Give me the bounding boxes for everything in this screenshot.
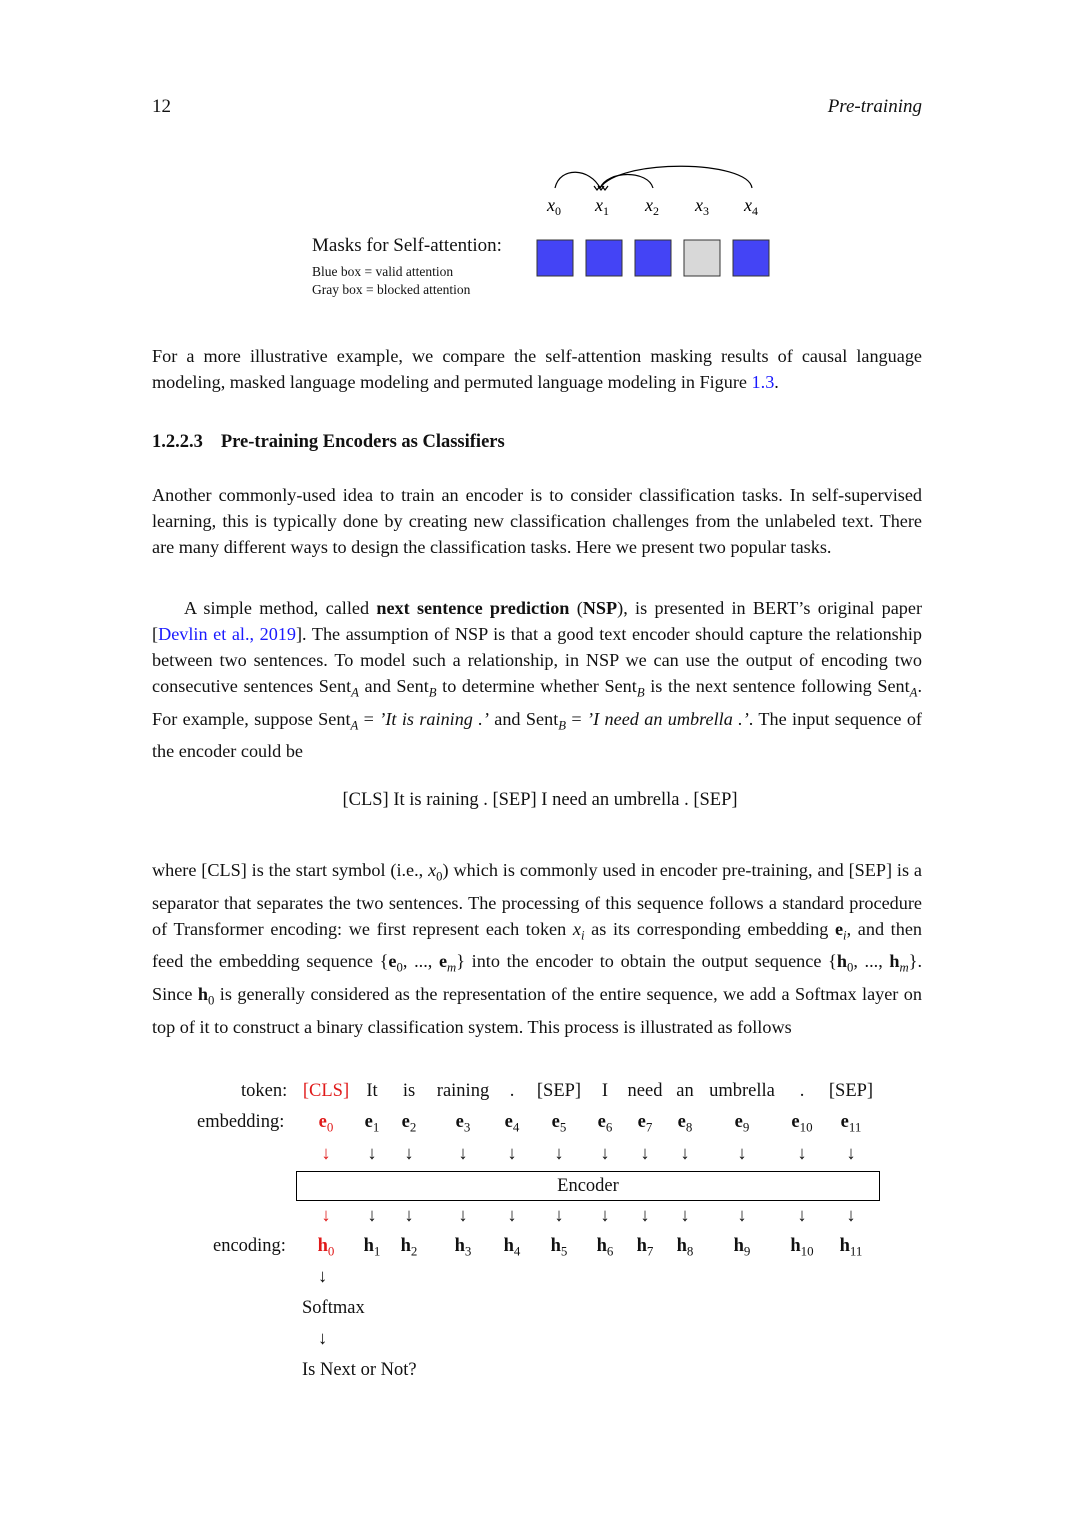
arrow-embed-6: ↓ — [600, 1144, 610, 1164]
token-3: raining — [436, 1081, 490, 1101]
token-9: umbrella — [709, 1081, 775, 1101]
arrow-enc-1: ↓ — [367, 1206, 377, 1226]
encoding-h6: $h_6$ — [596, 1236, 614, 1259]
mask-figure-title: Masks for Self-attention: — [312, 235, 502, 256]
figure-ref-link[interactable]: 1.3 — [751, 372, 775, 392]
arrow-to-output: ↓ — [318, 1329, 328, 1349]
arrow-embed-0: ↓ — [321, 1144, 331, 1164]
encoding-h11: $h_{11}$ — [839, 1236, 863, 1259]
paragraph-processing: where [CLS] is the start symbol (i.e., $x_0$) which is commonly used in encoder pre-training, and [SEP] is a separator that separates the two sentences. The processing of this sequence follows a standard procedure of Transformer encoding: we first represent each token $x_i$ as its corresponding embedding $e_i$, and then feed the embedding sequence {$e_0$, ..., $e_m$} into the encoder to obtain the output sequence {$h_0$, ..., $h_m$}. Since $h_0$ is generally considered as the representation of the entire sequence, we add a Softmax layer on top of it to construct a binary classification system. This process is illustrated as follows — [152, 860, 923, 1037]
embedding-e7: $e_7$ — [637, 1112, 653, 1135]
arrow-embed-7: ↓ — [640, 1144, 650, 1164]
mask-box-2-valid — [635, 240, 671, 276]
token-2: is — [402, 1081, 416, 1101]
token-11: [SEP] — [828, 1081, 874, 1101]
embedding-e0: $e_0$ — [318, 1112, 334, 1135]
token-10: . — [799, 1081, 805, 1101]
mask-box-0-valid — [537, 240, 573, 276]
encoding-h5: $h_5$ — [550, 1236, 568, 1259]
arrow-enc-9: ↓ — [737, 1206, 747, 1226]
encoding-h7: $h_7$ — [636, 1236, 654, 1259]
paragraph-nsp: A simple method, called next sentence prediction (NSP), is presented in BERT’s original paper [Devlin et al., 2019]. The assumption of NSP is that a good text encoder should capture the relationship between two sentences. To model such a relationship, in NSP we can use the output of encoding two consecutive sentences Sent$_A$ and Sent$_B$ to determine whether Sent$_B$ is the next sentence following Sent$_A$. For example, suppose Sent$_A$ = ’It is raining .’ and Sent$_B$ = ’I need an umbrella .’. The input sequence of the encoder could be — [152, 598, 922, 762]
mask-box-4-valid — [733, 240, 769, 276]
encoding-row-label: encoding: — [213, 1236, 286, 1256]
token-row-label: token: — [241, 1081, 288, 1101]
mask-figure — [0, 0, 1080, 320]
section-heading — [152, 432, 505, 453]
mask-token-x2: $x_2$ — [645, 195, 659, 218]
encoding-h8: $h_8$ — [676, 1236, 694, 1259]
mask-boxes — [537, 240, 769, 276]
token-4: . — [509, 1081, 515, 1101]
output-label: Is Next or Not? — [302, 1360, 417, 1380]
section-number: 1.2.2.3 — [152, 432, 203, 452]
page-number: 12 — [152, 96, 171, 117]
arrow-enc-0: ↓ — [321, 1206, 331, 1226]
embedding-e3: $e_3$ — [455, 1112, 471, 1135]
embedding-e5: $e_5$ — [551, 1112, 567, 1135]
arrow-enc-3: ↓ — [458, 1206, 468, 1226]
nsp-term: next sentence prediction — [376, 598, 570, 618]
mask-token-x1: $x_1$ — [595, 195, 609, 218]
arrow-enc-8: ↓ — [680, 1206, 690, 1226]
embedding-e10: $e_{10}$ — [791, 1112, 813, 1135]
embedding-e9: $e_9$ — [734, 1112, 750, 1135]
paragraph-classification: Another commonly-used idea to train an encoder is to consider classification tasks. In self-supervised learning, this is typically done by creating new classification challenges from the unlabeled text. There are many different ways to design the classification tasks. Here we present two popular tasks. — [152, 485, 922, 557]
mask-token-x0: $x_0$ — [547, 195, 561, 218]
arrow-embed-5: ↓ — [554, 1144, 564, 1164]
encoding-h9: $h_9$ — [733, 1236, 751, 1259]
token-6: I — [601, 1081, 609, 1101]
token-8: an — [676, 1081, 694, 1101]
arrow-enc-5: ↓ — [554, 1206, 564, 1226]
encoding-h0: $h_0$ — [317, 1236, 335, 1259]
section-title: Pre-training Encoders as Classifiers — [220, 432, 505, 452]
arrow-enc-11: ↓ — [846, 1206, 856, 1226]
embedding-e8: $e_8$ — [677, 1112, 693, 1135]
arrow-embed-2: ↓ — [404, 1144, 414, 1164]
legend-gray: Gray box = blocked attention — [312, 282, 471, 297]
softmax-label: Softmax — [302, 1298, 365, 1318]
embedding-row-label: embedding: — [197, 1112, 285, 1132]
arrow-embed-3: ↓ — [458, 1144, 468, 1164]
nsp-abbr: NSP — [582, 598, 618, 618]
encoding-h1: $h_1$ — [363, 1236, 381, 1259]
paragraph-figure-reference: For a more illustrative example, we compare the self-attention masking results of causal language modeling, masked language modeling and permuted language modeling in Figure 1.3. — [152, 346, 922, 392]
token-7: need — [627, 1081, 663, 1101]
arrow-embed-4: ↓ — [507, 1144, 517, 1164]
embedding-e2: $e_2$ — [401, 1112, 417, 1135]
embedding-e4: $e_4$ — [504, 1112, 520, 1135]
arc-x0-x1 — [555, 172, 600, 188]
embedding-e6: $e_6$ — [597, 1112, 613, 1135]
mask-box-1-valid — [586, 240, 622, 276]
arrow-embed-8: ↓ — [680, 1144, 690, 1164]
embedding-e11: $e_{11}$ — [840, 1112, 862, 1135]
arrow-embed-9: ↓ — [737, 1144, 747, 1164]
encoding-h3: $h_3$ — [454, 1236, 472, 1259]
arrow-enc-6: ↓ — [600, 1206, 610, 1226]
arrow-enc-7: ↓ — [640, 1206, 650, 1226]
token-1: It — [366, 1081, 378, 1101]
embedding-e1: $e_1$ — [364, 1112, 380, 1135]
arrow-embed-1: ↓ — [367, 1144, 377, 1164]
mask-token-x4: $x_4$ — [744, 195, 758, 218]
arrow-enc-4: ↓ — [507, 1206, 517, 1226]
running-title: Pre-training — [827, 96, 922, 117]
arrow-enc-10: ↓ — [797, 1206, 807, 1226]
encoding-h2: $h_2$ — [400, 1236, 418, 1259]
encoding-h4: $h_4$ — [503, 1236, 521, 1259]
arrow-to-softmax: ↓ — [318, 1267, 328, 1287]
citation-devlin[interactable]: Devlin et al., 2019 — [158, 624, 296, 644]
arrow-enc-2: ↓ — [404, 1206, 414, 1226]
token-5: [SEP] — [536, 1081, 582, 1101]
legend-blue: Blue box = valid attention — [312, 264, 454, 279]
encoding-h10: $h_{10}$ — [790, 1236, 814, 1259]
input-sequence: [CLS] It is raining . [SEP] I need an umbrella . [SEP] — [342, 790, 738, 810]
encoder-box: Encoder — [296, 1171, 880, 1201]
arrow-embed-11: ↓ — [846, 1144, 856, 1164]
attention-arcs — [555, 166, 752, 190]
arrow-embed-10: ↓ — [797, 1144, 807, 1164]
mask-token-labels — [546, 195, 758, 218]
mask-token-x3: $x_3$ — [695, 195, 709, 218]
mask-box-3-blocked — [684, 240, 720, 276]
token-0: [CLS] — [302, 1081, 350, 1101]
arc-x1-x4 — [600, 166, 752, 188]
